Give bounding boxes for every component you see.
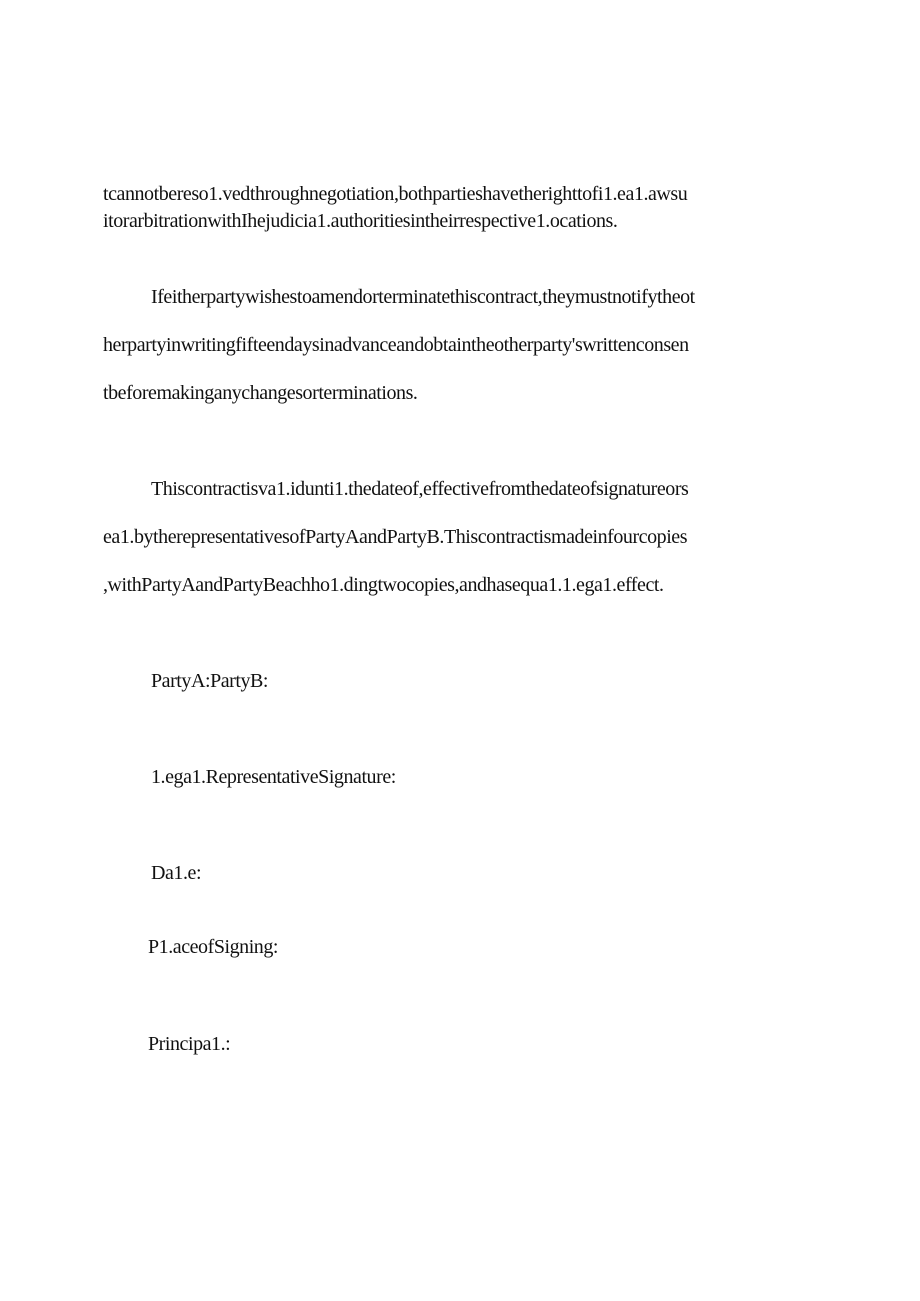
principal-label: Principa1.: (148, 1033, 231, 1055)
place-of-signing-label: P1.aceofSigning: (148, 936, 279, 958)
representative-signature-label: 1.ega1.RepresentativeSignature: (151, 766, 396, 788)
amendment-paragraph-line-2: herpartyinwritingfifteendaysinadvanceandobtaintheotherparty'swrittenconsen (103, 334, 689, 356)
validity-paragraph-line-2: ea1.bytherepresentativesofPartyAandPartyB.Thiscontractismadeinfourcopies (103, 526, 688, 548)
validity-paragraph-line-1: Thiscontractisva1.idunti1.thedateof,effectivefromthedateofsignatureors (151, 478, 689, 500)
amendment-paragraph-line-3: tbeforemakinganychangesorterminations. (103, 382, 418, 404)
amendment-paragraph-line-1: Ifeitherpartywishestoamendorterminatethiscontract,theymustnotifytheot (151, 286, 695, 308)
dispute-paragraph-line-1: tcannotbereso1.vedthroughnegotiation,bothpartieshavetherighttofi1.ea1.awsu (103, 183, 688, 205)
dispute-paragraph-line-2: itorarbitrationwithIhejudicia1.authoritiesintheirrespective1.ocations. (103, 210, 618, 232)
date-label: Da1.e: (151, 862, 202, 884)
validity-paragraph-line-3: ,withPartyAandPartyBeachho1.dingtwocopies,andhasequa1.1.ega1.effect. (103, 574, 664, 596)
party-labels: PartyA:PartyB: (151, 670, 269, 692)
